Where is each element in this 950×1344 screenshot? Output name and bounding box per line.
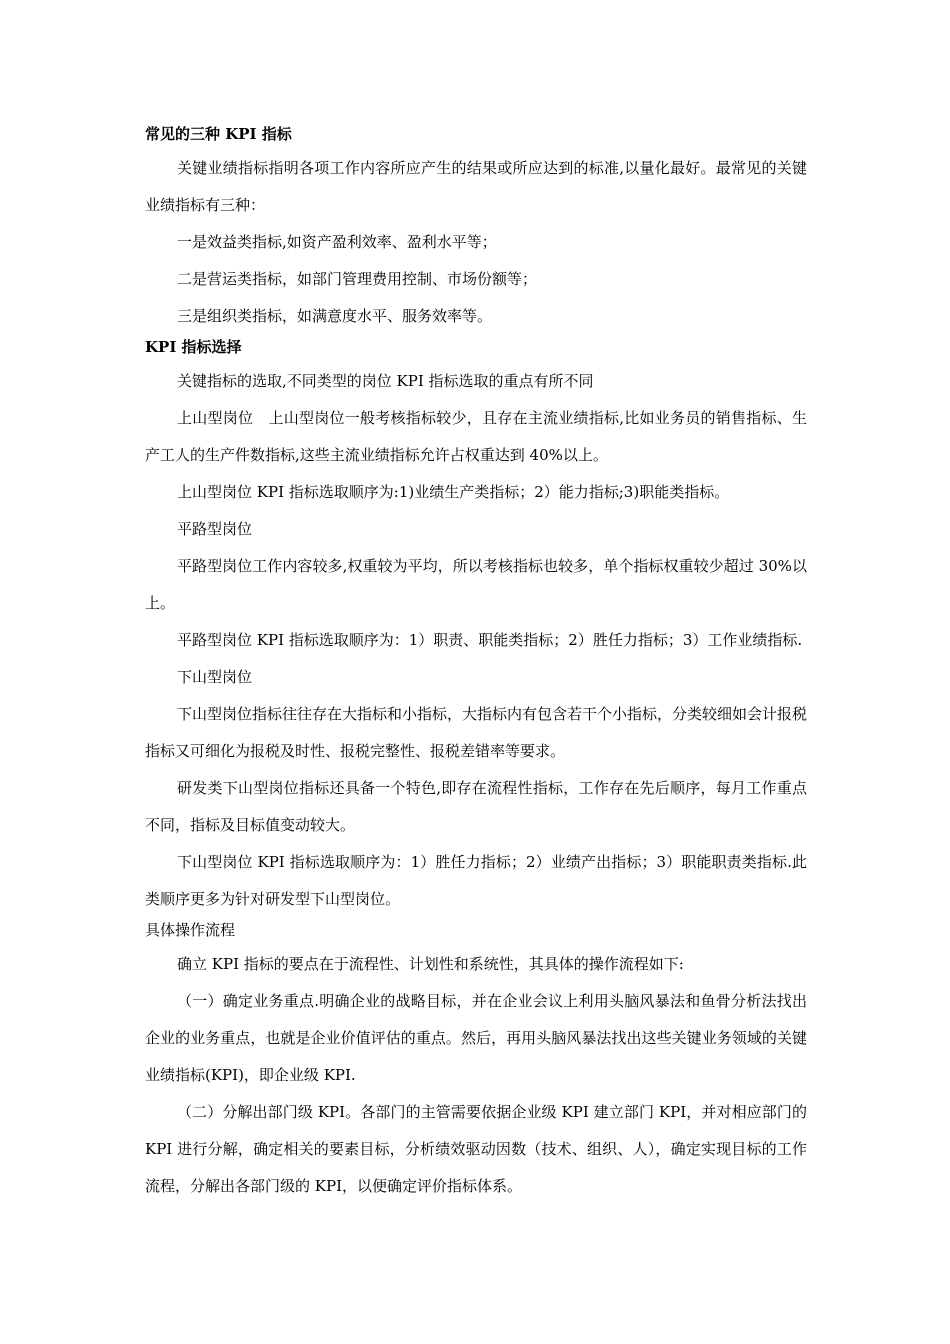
paragraph: 上山型岗位 上山型岗位一般考核指标较少，且存在主流业绩指标,比如业务员的销售指标、生产工人的生产件数指标,这些主流业绩指标允许占权重达到 40%以上。 — [145, 409, 807, 464]
document-body — [145, 122, 807, 1205]
paragraph: 关键指标的选取,不同类型的岗位 KPI 指标选取的重点有所不同 — [177, 372, 594, 390]
section-heading-kpi-selection: KPI 指标选择 — [145, 338, 242, 356]
list-item: 一是效益类指标,如资产盈利效率、盈利水平等； — [177, 233, 497, 251]
subheading-flat-road-post: 平路型岗位 — [177, 520, 253, 538]
paragraph: 平路型岗位 KPI 指标选取顺序为：1）职责、职能类指标；2）胜任力指标；3）工作业绩指标. — [177, 631, 803, 649]
paragraph: （一）确定业务重点.明确企业的战略目标，并在企业会议上利用头脑风暴法和鱼骨分析法找出企业的业务重点，也就是企业价值评估的重点。然后，再用头脑风暴法找出这些关键业务领域的关键业绩指标(KPI)，即企业级 KPI. — [145, 992, 807, 1084]
paragraph: 确立 KPI 指标的要点在于流程性、计划性和系统性，其具体的操作流程如下: — [177, 955, 684, 973]
paragraph: （二）分解出部门级 KPI。各部门的主管需要依据企业级 KPI 建立部门 KPI，并对相应部门的 KPI 进行分解，确定相关的要素目标，分析绩效驱动因数（技术、组织、人），确定实现目标的工作流程，分解出各部门级的 KPI，以便确定评价指标体系。 — [145, 1103, 807, 1195]
paragraph: 下山型岗位 KPI 指标选取顺序为：1）胜任力指标；2）业绩产出指标；3）职能职责类指标.此类顺序更多为针对研发型下山型岗位。 — [145, 853, 807, 908]
list-item: 三是组织类指标，如满意度水平、服务效率等。 — [177, 307, 493, 325]
list-item: 二是营运类指标，如部门管理费用控制、市场份额等； — [177, 270, 538, 288]
section-heading-kpi-types: 常见的三种 KPI 指标 — [145, 125, 292, 143]
paragraph: 下山型岗位指标往往存在大指标和小指标，大指标内有包含若干个小指标，分类较细如会计报税指标又可细化为报税及时性、报税完整性、报税差错率等要求。 — [145, 705, 808, 760]
section-heading-operation-process: 具体操作流程 — [145, 921, 236, 939]
paragraph: 平路型岗位工作内容较多,权重较为平均，所以考核指标也较多，单个指标权重较少超过 30%以上。 — [145, 557, 807, 612]
subheading-downhill-post: 下山型岗位 — [177, 668, 253, 686]
paragraph: 上山型岗位 KPI 指标选取顺序为:1)业绩生产类指标；2）能力指标;3)职能类指标。 — [177, 483, 730, 501]
paragraph: 研发类下山型岗位指标还具备一个特色,即存在流程性指标，工作存在先后顺序，每月工作重点不同，指标及目标值变动较大。 — [145, 779, 807, 834]
paragraph: 关键业绩指标指明各项工作内容所应产生的结果或所应达到的标准,以量化最好。最常见的关键业绩指标有三种： — [145, 159, 807, 214]
